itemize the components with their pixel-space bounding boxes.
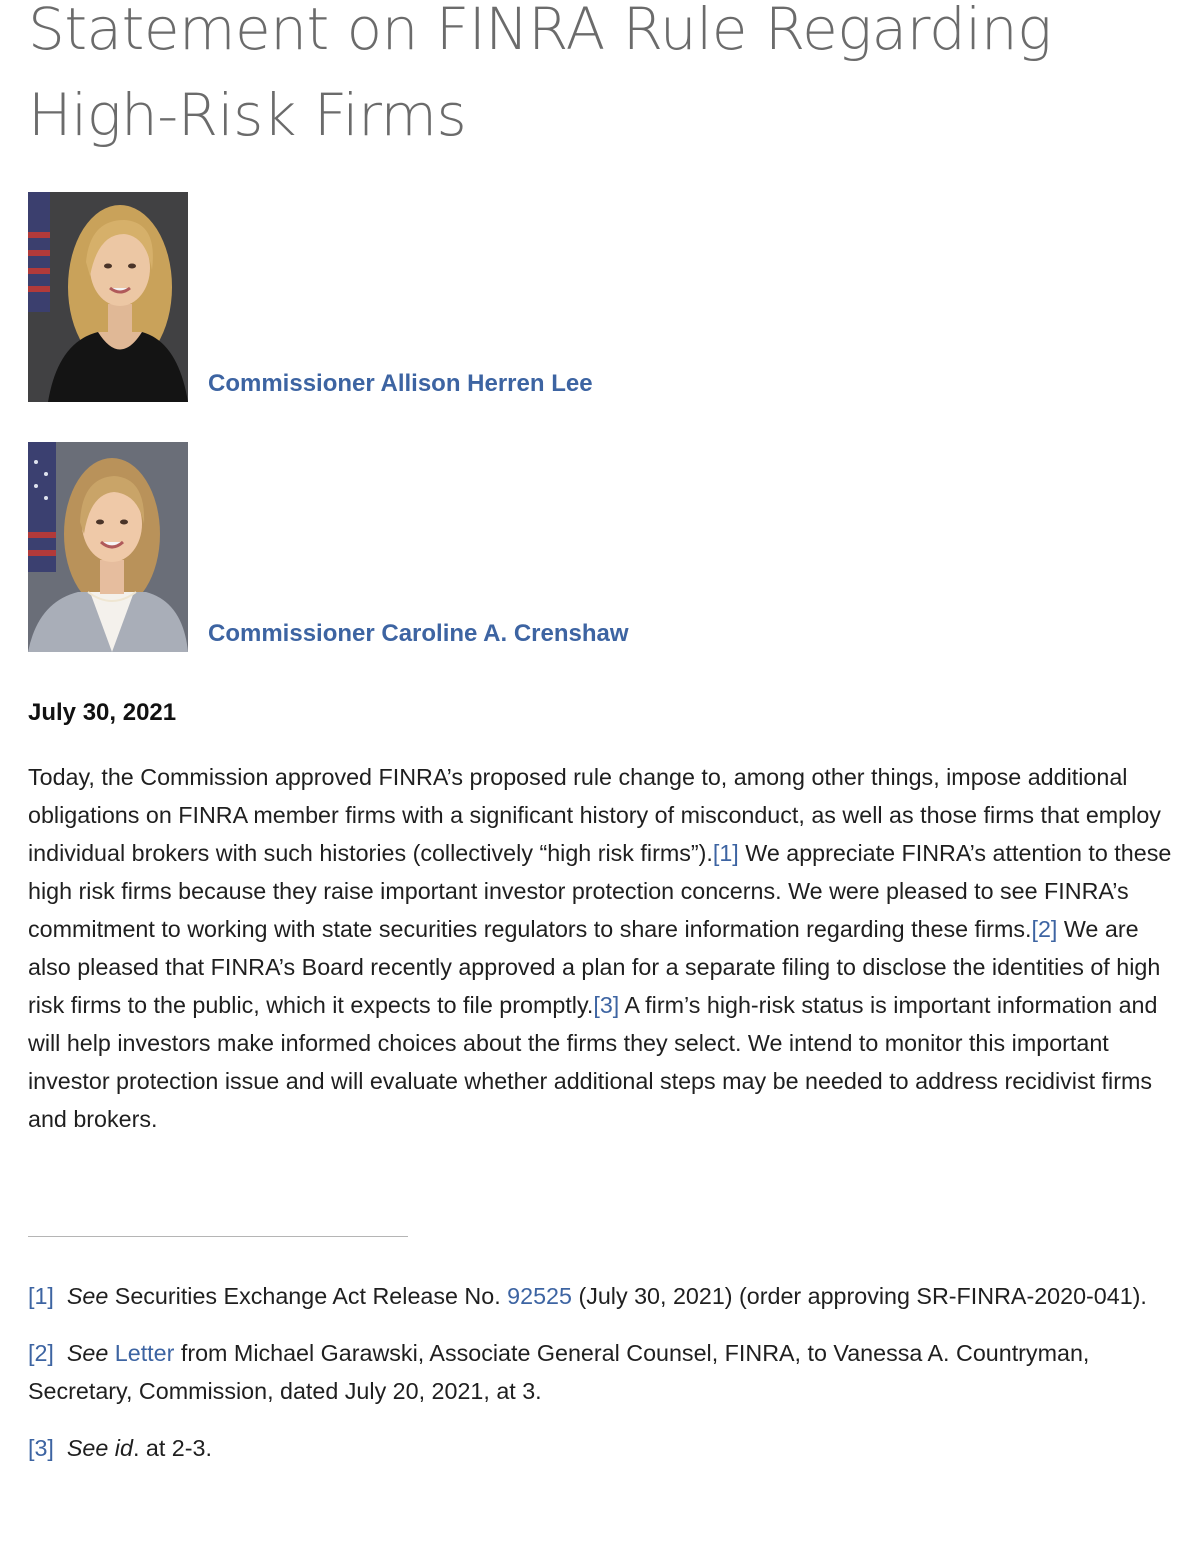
- body-sentence: A firm’s high-risk status is important information and will help investors make informed choices about the firms they select. We intend to monitor this important investor protection issue and will evaluate whether additional steps may be needed to address recidivist firms and brokers.: [28, 992, 1158, 1132]
- footnote-number-link[interactable]: [1]: [28, 1283, 54, 1309]
- author-name-link[interactable]: Commissioner Allison Herren Lee: [208, 370, 593, 397]
- page-title: Statement on FINRA Rule Regarding High-Risk Firms: [28, 0, 1052, 149]
- author-block: [28, 192, 1178, 402]
- footnote-text: (July 30, 2021) (order approving SR-FINRA-2020-041).: [571, 1283, 1147, 1309]
- footnotes-divider: [28, 1236, 408, 1237]
- footnote-ref-2[interactable]: [2]: [1031, 916, 1058, 942]
- footnote-text: Securities Exchange Act Release No.: [108, 1283, 508, 1309]
- body-sentence: We are also pleased that FINRA’s Board recently approved a plan for a separate filing to disclose the identities of high risk firms to the public, which it expects to file promptly.: [28, 916, 1161, 1018]
- footnote-number-link[interactable]: [2]: [28, 1340, 54, 1366]
- footnote-3: [28, 1429, 1158, 1467]
- footnote-text: . at 2-3.: [132, 1435, 212, 1461]
- footnote-see: See: [66, 1435, 109, 1461]
- footnote-ref-3[interactable]: [3]: [593, 992, 620, 1018]
- author-photo: [28, 192, 188, 402]
- footnote-id: id: [114, 1435, 133, 1461]
- statement-body: [28, 758, 1180, 1138]
- release-number-link[interactable]: 92525: [507, 1283, 572, 1309]
- footnote-ref-1[interactable]: [1]: [712, 840, 739, 866]
- body-sentence: Today, the Commission approved FINRA’s proposed rule change to, among other things, impose additional obligations on FINRA member firms with a significant history of misconduct, as well as those firms that employ individual brokers with such histories (collectively “high risk firms”).: [28, 764, 1161, 866]
- footnote-2: [28, 1334, 1158, 1410]
- body-sentence: We appreciate FINRA’s attention to these high risk firms because they raise important investor protection concerns. We were pleased to see FINRA’s commitment to working with state securities regulators to share information regarding these firms.: [28, 840, 1172, 942]
- author-photo: [28, 442, 188, 652]
- footnote-see: See: [66, 1283, 109, 1309]
- footnote-see: See: [66, 1340, 109, 1366]
- statement-page: [28, 0, 1178, 1467]
- author-block: [28, 442, 1178, 652]
- footnote-text: from Michael Garawski, Associate General Counsel, FINRA, to Vanessa A. Countryman, Secretary, Commission, dated July 20, 2021, at 3.: [28, 1340, 1090, 1404]
- footnote-1: [28, 1277, 1158, 1315]
- footnote-number-link[interactable]: [3]: [28, 1435, 54, 1461]
- statement-date: July 30, 2021: [28, 699, 177, 726]
- letter-link[interactable]: Letter: [114, 1340, 175, 1366]
- author-name-link[interactable]: Commissioner Caroline A. Crenshaw: [208, 620, 629, 647]
